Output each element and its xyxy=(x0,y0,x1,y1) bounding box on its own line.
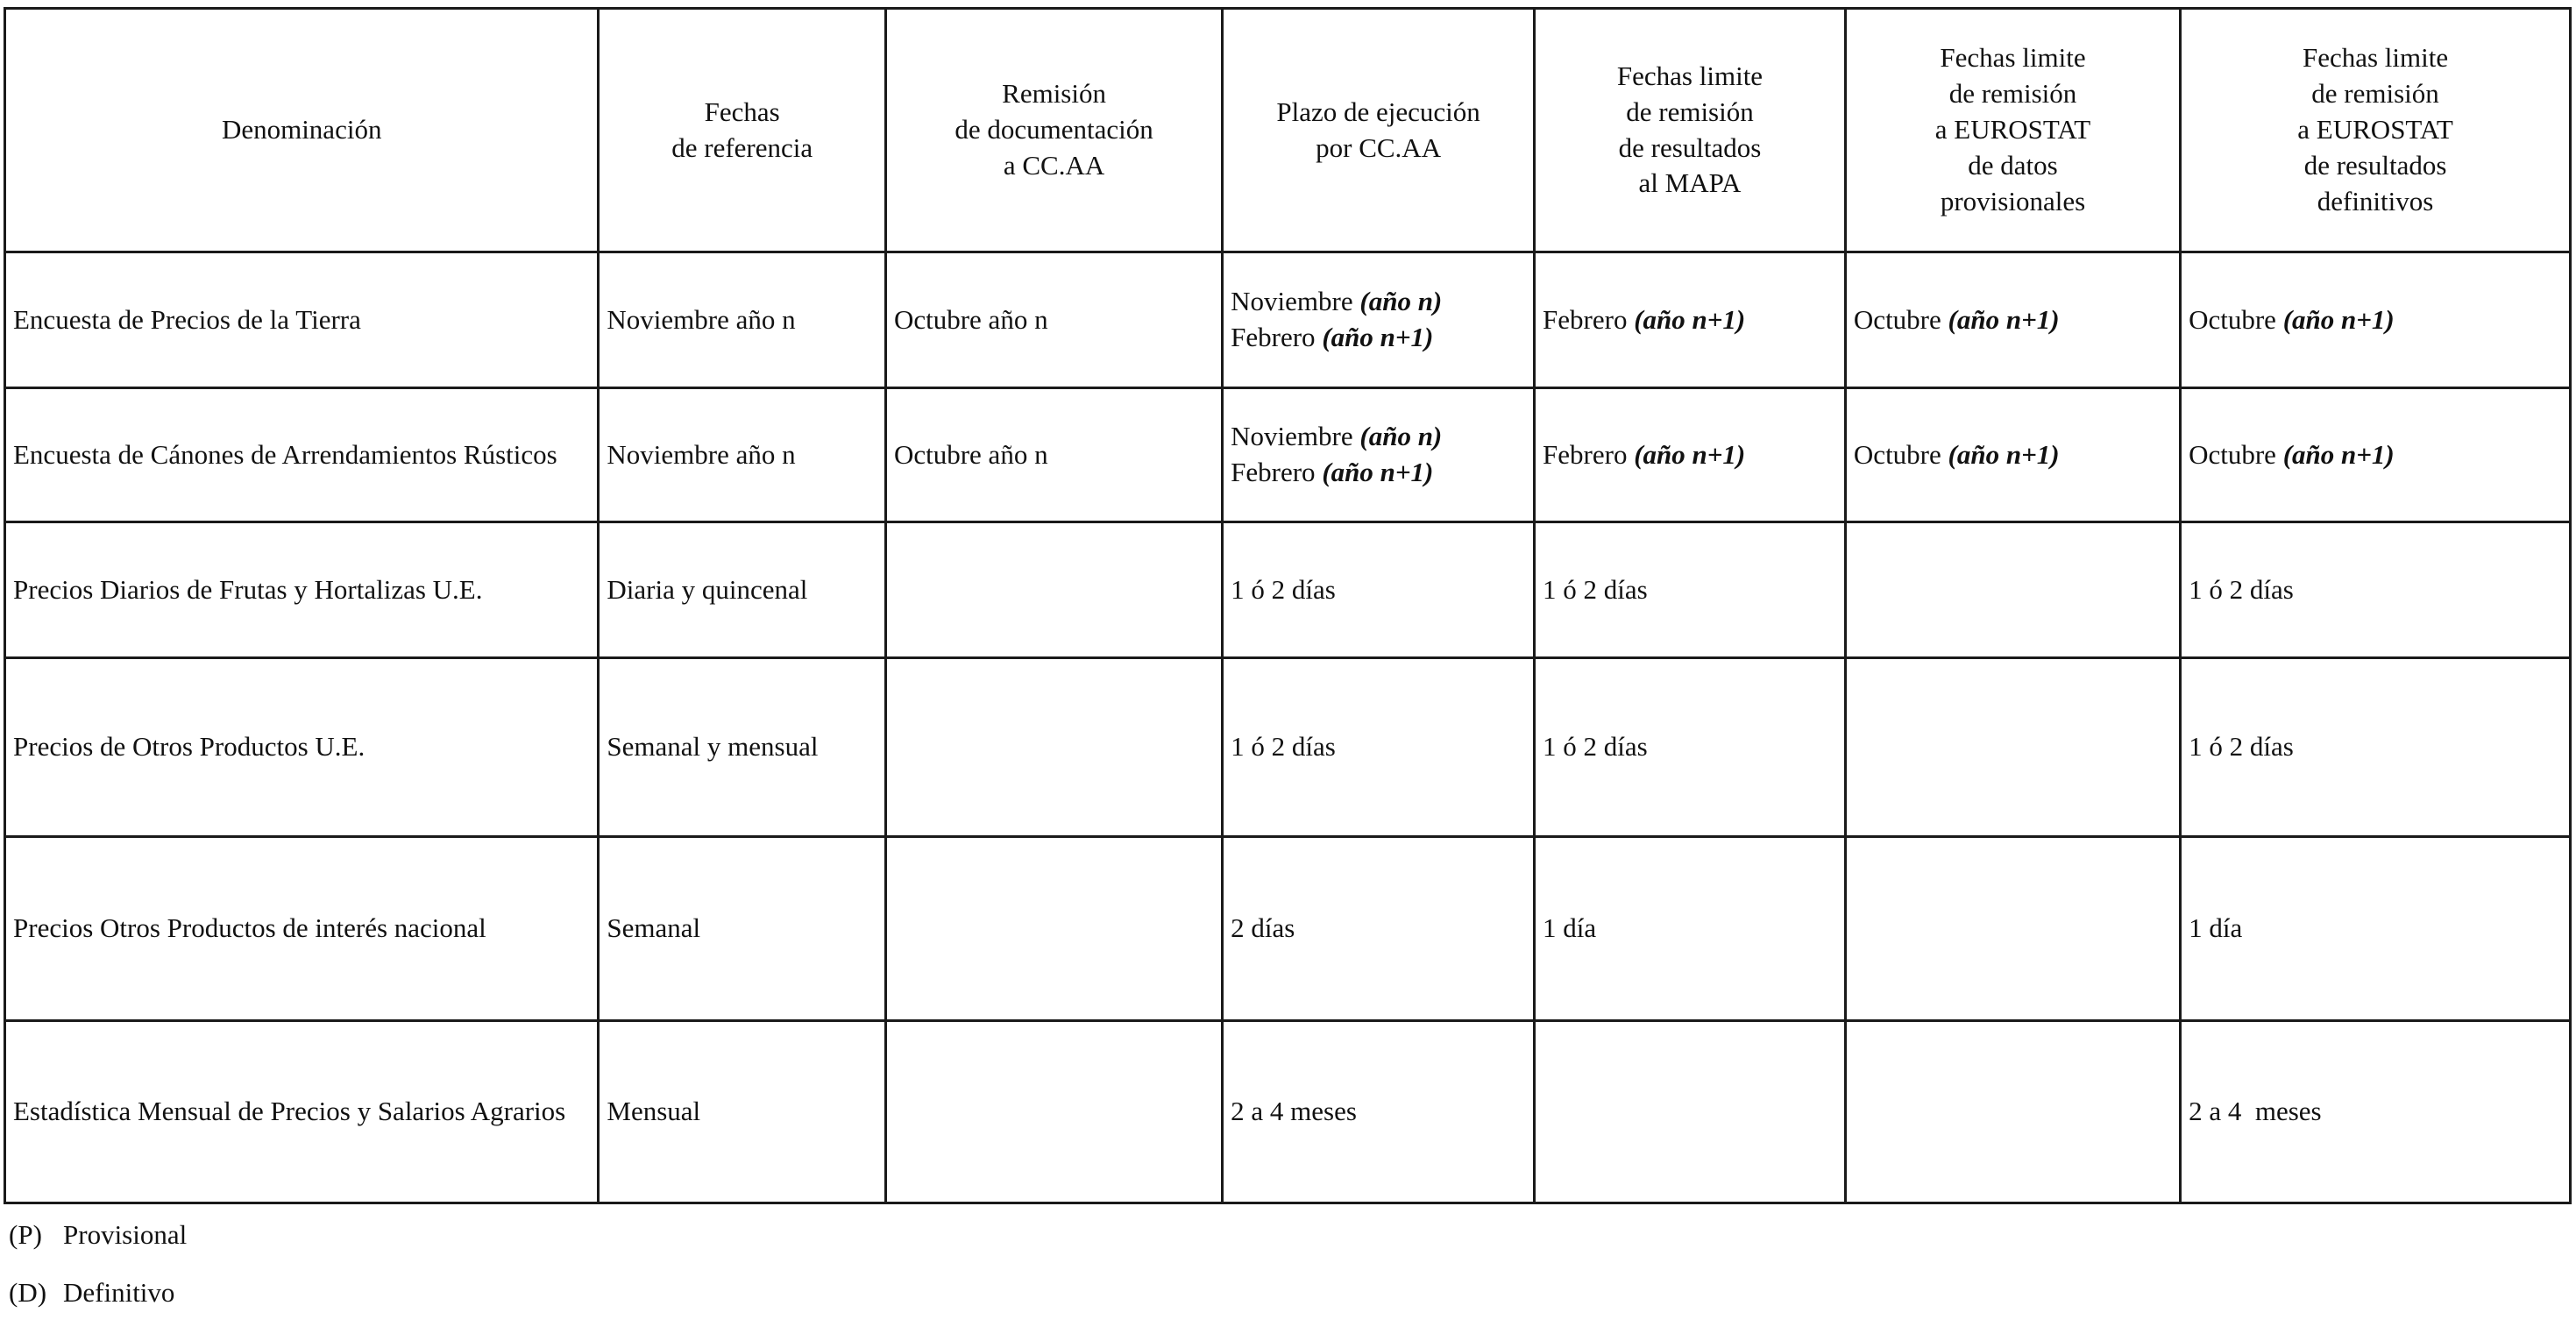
cell-limite-mapa: 1 ó 2 días xyxy=(1535,658,1846,837)
cell-fechas-referencia: Noviembre año n xyxy=(599,388,886,522)
header-line: Denominación xyxy=(221,114,382,145)
cell-eurostat-provisionales xyxy=(1845,658,2180,837)
plazo-month: Febrero xyxy=(1231,322,1323,352)
cell-eurostat-definitivos: 1 ó 2 días xyxy=(2181,658,2571,837)
header-eurostat-definitivos xyxy=(2181,9,2571,252)
cell-limite-mapa xyxy=(1535,1021,1846,1203)
cell-eurostat-definitivos xyxy=(2181,252,2571,388)
header-denominacion xyxy=(5,9,599,252)
price-statistics-table xyxy=(4,7,2572,1204)
cell-fechas-referencia: Semanal xyxy=(599,837,886,1021)
cell-eurostat-provisionales xyxy=(1845,837,2180,1021)
header-row xyxy=(5,9,2571,252)
cell-year: (año n+1) xyxy=(1634,303,1746,335)
cell-eurostat-definitivos xyxy=(2181,388,2571,522)
cell-eurostat-definitivos: 1 día xyxy=(2181,837,2571,1021)
cell-denominacion: Estadística Mensual de Precios y Salarios Agrarios xyxy=(5,1021,599,1203)
header-line: Fechas limite xyxy=(1616,60,1763,91)
header-line: Fechas limite xyxy=(1940,42,2086,74)
footnotes xyxy=(9,1218,187,1334)
table-row xyxy=(5,1021,2571,1203)
header-eurostat-provisionales xyxy=(1845,9,2180,252)
plazo-line-2 xyxy=(1231,455,1526,491)
table-row xyxy=(5,252,2571,388)
cell-month: Febrero xyxy=(1543,438,1635,470)
header-line: de documentación xyxy=(954,114,1153,145)
plazo-month: Noviembre xyxy=(1231,286,1360,317)
cell-eurostat-provisionales xyxy=(1845,1021,2180,1203)
header-line: de resultados xyxy=(2303,149,2447,181)
cell-remision-documentacion: Octubre año n xyxy=(885,252,1222,388)
cell-limite-mapa xyxy=(1535,252,1846,388)
cell-plazo-ejecucion xyxy=(1223,388,1535,522)
cell-month: Octubre xyxy=(1853,438,1948,470)
cell-plazo-ejecucion: 1 ó 2 días xyxy=(1223,522,1535,658)
cell-year: (año n+1) xyxy=(2282,438,2395,470)
cell-month: Octubre xyxy=(2189,438,2283,470)
header-line: Remisión xyxy=(1002,78,1106,110)
cell-limite-mapa: 1 día xyxy=(1535,837,1846,1021)
plazo-line-1 xyxy=(1231,419,1526,455)
cell-month: Febrero xyxy=(1543,303,1635,335)
cell-eurostat-definitivos: 1 ó 2 días xyxy=(2181,522,2571,658)
plazo-year: (año n) xyxy=(1359,286,1443,317)
cell-denominacion: Precios Diarios de Frutas y Hortalizas U.E. xyxy=(5,522,599,658)
cell-limite-mapa: 1 ó 2 días xyxy=(1535,522,1846,658)
header-line: a EUROSTAT xyxy=(2297,114,2453,145)
footnote-code: (P) xyxy=(9,1219,42,1250)
header-line: de remisión xyxy=(2311,78,2439,110)
cell-denominacion: Encuesta de Precios de la Tierra xyxy=(5,252,599,388)
cell-plazo-ejecucion: 1 ó 2 días xyxy=(1223,658,1535,837)
plazo-year: (año n+1) xyxy=(1322,457,1434,487)
plazo-year: (año n+1) xyxy=(1322,322,1434,352)
cell-plazo-ejecucion xyxy=(1223,252,1535,388)
footnote-code: (D) xyxy=(9,1277,47,1308)
cell-year: (año n+1) xyxy=(1948,303,2060,335)
cell-fechas-referencia: Noviembre año n xyxy=(599,252,886,388)
cell-remision-documentacion xyxy=(885,1021,1222,1203)
cell-denominacion: Precios Otros Productos de interés nacional xyxy=(5,837,599,1021)
cell-eurostat-definitivos: 2 a 4 meses xyxy=(2181,1021,2571,1203)
cell-month: Octubre xyxy=(2189,303,2283,335)
cell-fechas-referencia: Diaria y quincenal xyxy=(599,522,886,658)
cell-remision-documentacion: Octubre año n xyxy=(885,388,1222,522)
header-line: de referencia xyxy=(671,131,813,163)
plazo-month: Noviembre xyxy=(1231,421,1360,452)
cell-eurostat-provisionales xyxy=(1845,388,2180,522)
cell-remision-documentacion xyxy=(885,837,1222,1021)
header-limite-mapa xyxy=(1535,9,1846,252)
header-line: de resultados xyxy=(1618,131,1762,163)
cell-limite-mapa xyxy=(1535,388,1846,522)
plazo-line-2 xyxy=(1231,320,1526,356)
cell-eurostat-provisionales xyxy=(1845,252,2180,388)
header-line: de remisión xyxy=(1626,96,1754,127)
footnote-provisional xyxy=(9,1218,187,1276)
header-line: Plazo de ejecución xyxy=(1276,96,1480,127)
header-line: a EUROSTAT xyxy=(1934,114,2091,145)
header-line: a CC.AA xyxy=(1003,149,1105,181)
plazo-line-1 xyxy=(1231,284,1526,320)
cell-eurostat-provisionales xyxy=(1845,522,2180,658)
table-row xyxy=(5,658,2571,837)
footnote-definitivo xyxy=(9,1276,187,1334)
cell-denominacion: Encuesta de Cánones de Arrendamientos Rústicos xyxy=(5,388,599,522)
cell-remision-documentacion xyxy=(885,522,1222,658)
header-plazo-ejecucion xyxy=(1223,9,1535,252)
plazo-month: Febrero xyxy=(1231,457,1323,487)
header-line: Fechas limite xyxy=(2302,42,2449,74)
header-line: por CC.AA xyxy=(1316,131,1442,163)
cell-plazo-ejecucion: 2 a 4 meses xyxy=(1223,1021,1535,1203)
cell-fechas-referencia: Mensual xyxy=(599,1021,886,1203)
footnote-label: Provisional xyxy=(63,1219,188,1250)
header-fechas-referencia xyxy=(599,9,886,252)
cell-month: Octubre xyxy=(1853,303,1948,335)
cell-year: (año n+1) xyxy=(2282,303,2395,335)
cell-denominacion: Precios de Otros Productos U.E. xyxy=(5,658,599,837)
cell-year: (año n+1) xyxy=(1634,438,1746,470)
table-row xyxy=(5,837,2571,1021)
header-line: de datos xyxy=(1968,149,2058,181)
plazo-year: (año n) xyxy=(1359,421,1443,452)
cell-plazo-ejecucion: 2 días xyxy=(1223,837,1535,1021)
header-line: Fechas xyxy=(704,96,780,127)
cell-remision-documentacion xyxy=(885,658,1222,837)
footnote-label: Definitivo xyxy=(63,1277,175,1308)
header-remision-documentacion xyxy=(885,9,1222,252)
header-line: provisionales xyxy=(1940,185,2086,216)
header-line: de remisión xyxy=(1948,78,2077,110)
header-line: al MAPA xyxy=(1638,167,1742,199)
table-row xyxy=(5,388,2571,522)
header-line: definitivos xyxy=(2317,185,2434,216)
cell-year: (año n+1) xyxy=(1948,438,2060,470)
cell-fechas-referencia: Semanal y mensual xyxy=(599,658,886,837)
table-row xyxy=(5,522,2571,658)
